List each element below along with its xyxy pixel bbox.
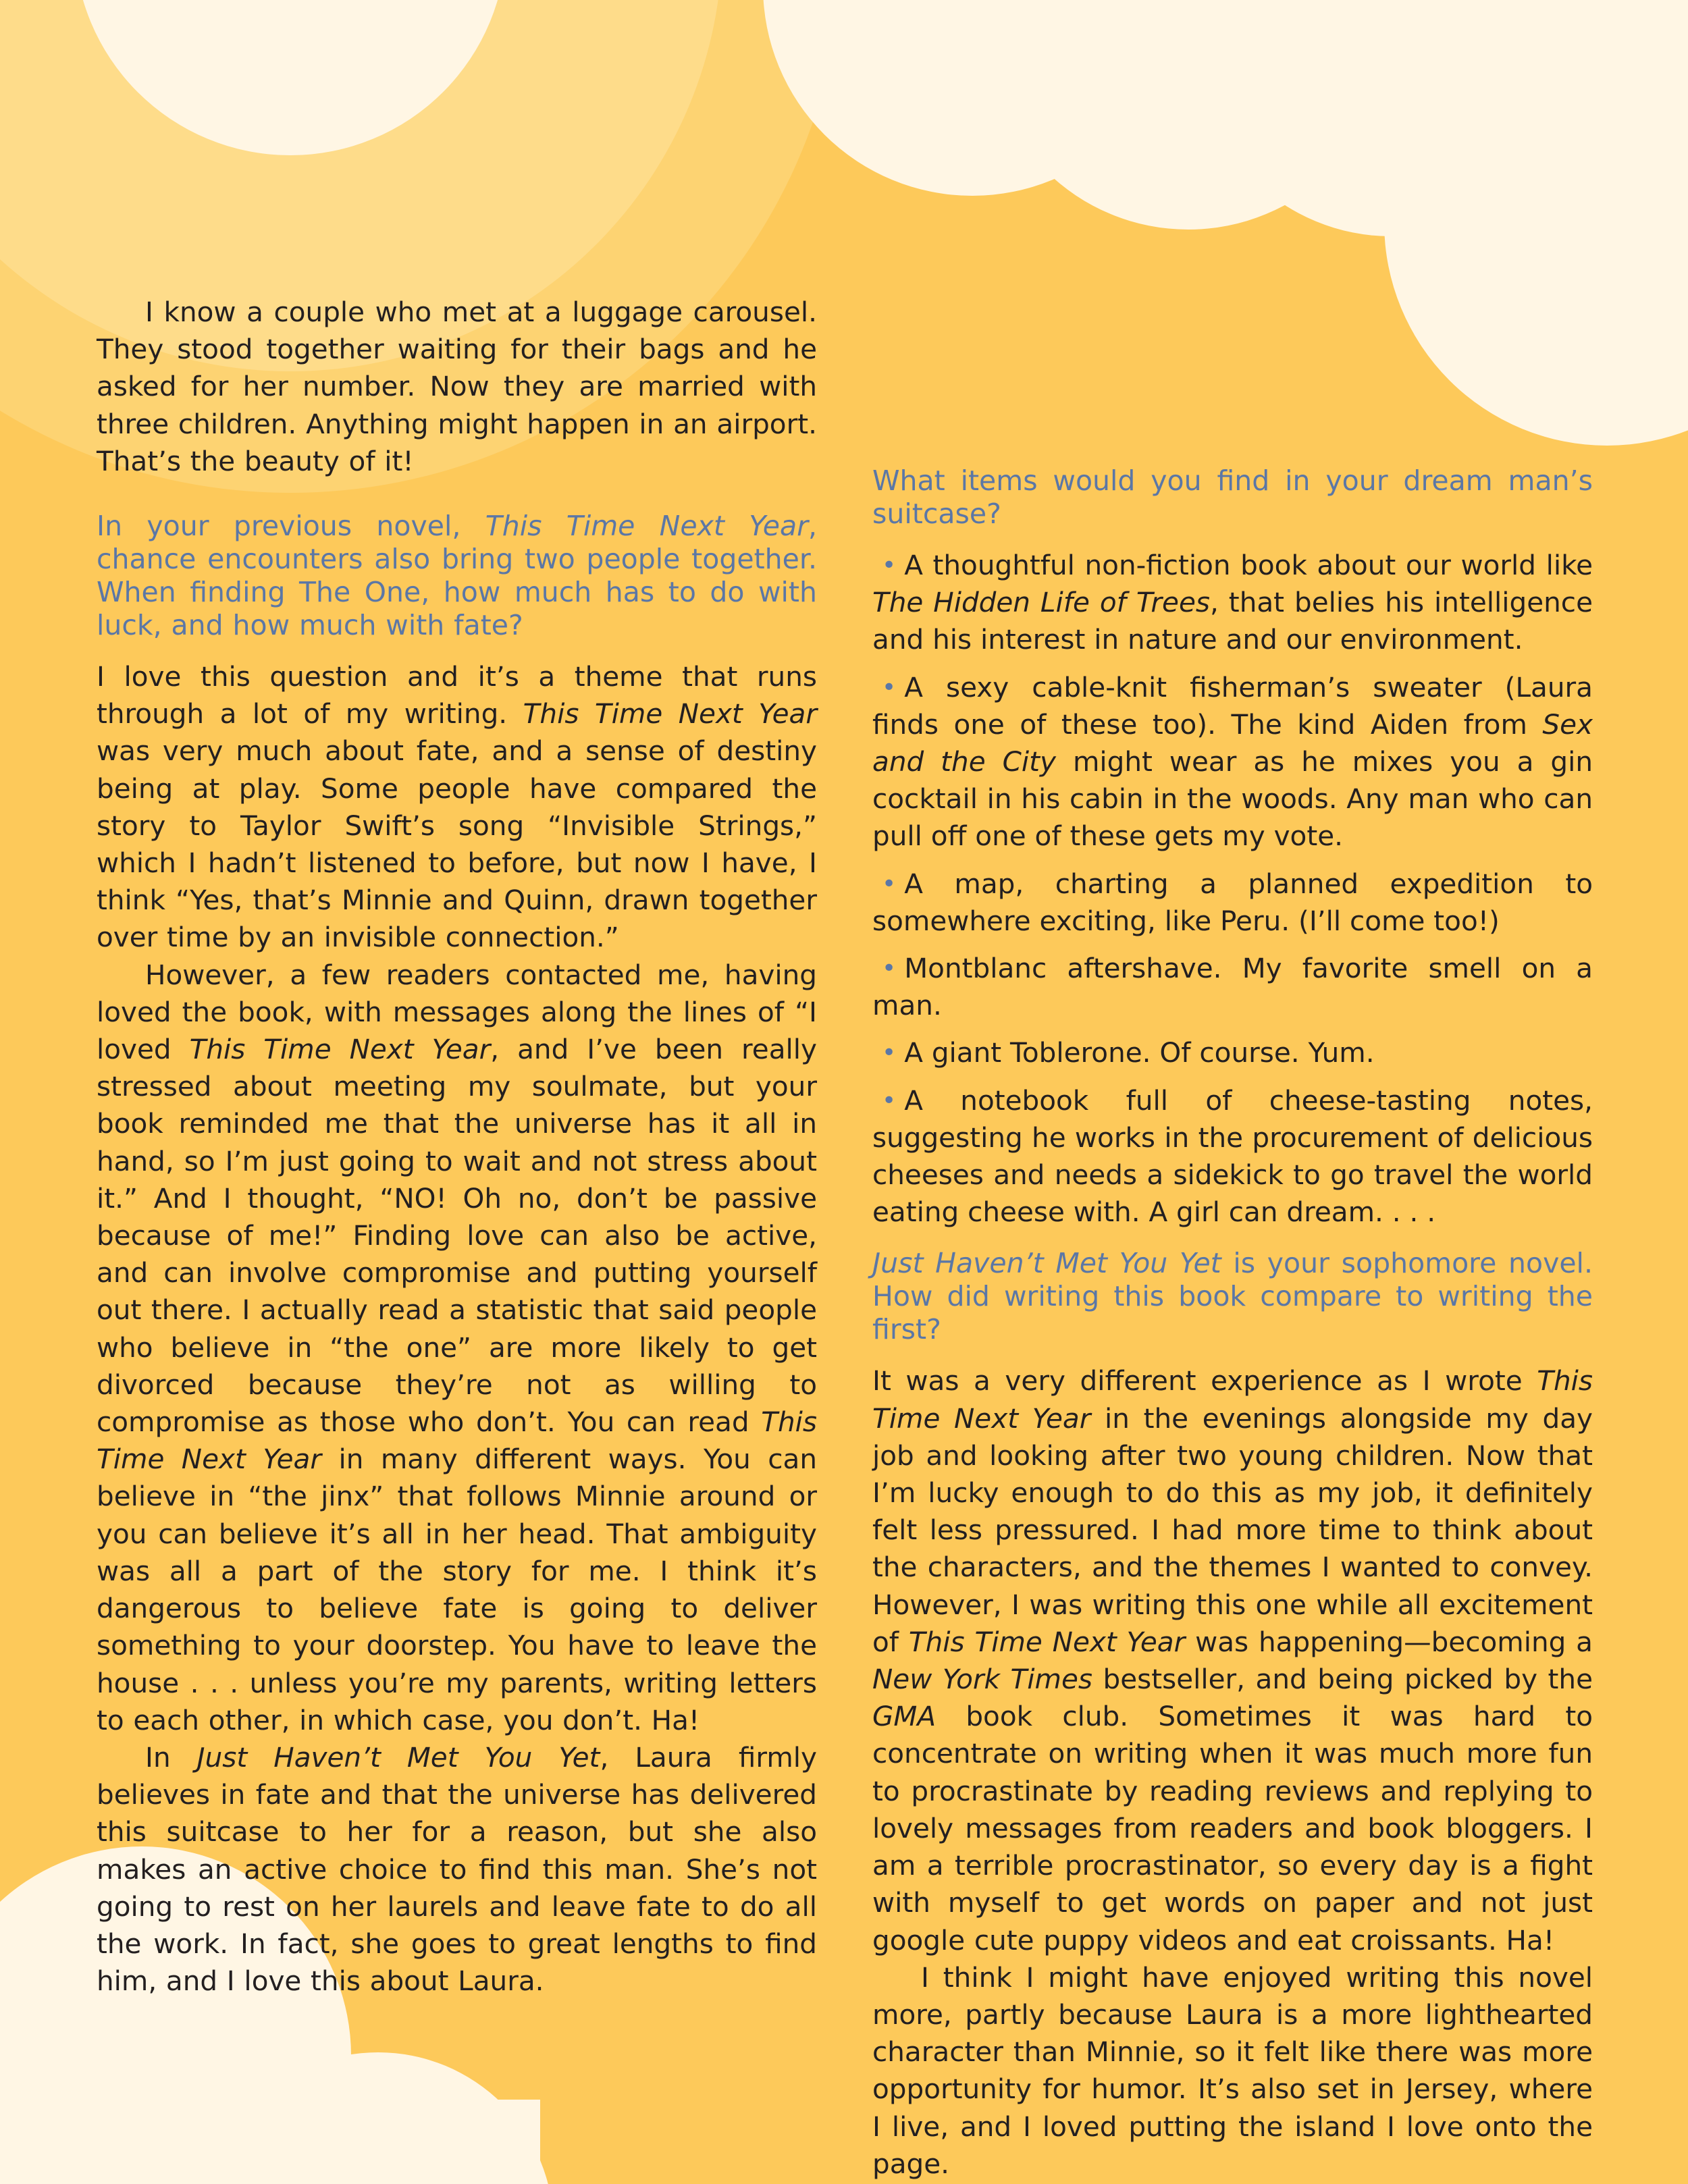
left-column [97,294,817,2000]
question-sophomore-novel: Just Haven’t Met You Yet is your sophomore novel. How did writing this book compare to writing the first? [872,1247,1593,1346]
question-luck-or-fate: In your previous novel, This Time Next Year, chance encounters also bring two people together. When finding The One, how much has to do with luck, and how much with fate? [97,510,818,642]
paragraph-enjoyed-writing: I think I might have enjoyed writing this novel more, partly because Laura is a more lighthearted character than Minnie, so it felt like there was more opportunity for humor. It’s also set in Jersey, where I live, and I loved putting the island I love onto the page. [872,1961,1593,2180]
right-column [872,464,1593,2183]
bullet-icon: • [882,673,897,701]
paragraph-love-this-question: I love this question and it’s a theme that runs through a lot of my writing. This Time Next Year was very much about fate, and a sense of destiny being at play. Some people have compared the story to Taylor Swift’s song “Invisible Strings,” which I hadn’t listened to before, but now I have, I think “Yes, that’s Minnie and Quinn, drawn together over time by an invisible connection.” [97,660,817,954]
paragraph-laura-believes: In Just Haven’t Met You Yet, Laura firmly believes in fate and that the universe has delivered this suitcase to her for a reason, but she also makes an active choice to find this man. She’s not going to rest on her laurels and leave fate to do all the work. In fact, she goes to great lengths to find him, and I love this about Laura. [97,1740,818,1998]
list-item: • A thoughtful non-fiction book about our world like The Hidden Life of Trees, that belies his intelligence and his interest in nature and our environment. [872,549,1593,656]
list-item: • A sexy cable-knit fisherman’s sweater (Laura finds one of these too). The kind Aiden from Sex and the City might wear as he mixes you a gin cocktail in his cabin in the woods. Any man who can pull off one of these gets my vote. [872,670,1593,853]
bullet-icon: • [882,955,897,983]
list-item: • A map, charting a planned expedition to somewhere exciting, like Peru. (I’ll come too!) [872,867,1593,937]
bullet-icon: • [882,1086,897,1115]
paragraph-luggage-carousel: I know a couple who met at a luggage carousel. They stood together waiting for their bags and he asked for her number. Now they are married with three children. Anything might happen in an airport. That’s the beauty of it! [97,296,817,477]
suitcase-items-list [872,547,1593,1231]
question-dream-suitcase: What items would you find in your dream man’s suitcase? [872,464,1593,530]
bullet-icon: • [882,870,897,898]
bullet-icon: • [882,552,897,579]
list-item: • A giant Toblerone. Of course. Yum. [882,1036,1375,1069]
paragraph-different-experience: It was a very different experience as I wrote This Time Next Year in the evenings alongside my day job and looking after two young children. Now that I’m lucky enough to do this as my job, it definitely felt less pressured. I had more time to think about the characters, and the themes I wanted to convey. However, I was writing this one while all excitement of This Time Next Year was happening—becoming a New York Times bestseller, and being picked by the GMA book club. Sometimes it was hard to concentrate on writing when it was much more fun to procrastinate by reading reviews and replying to lovely messages from readers and book bloggers. I am a terrible procrastinator, so every day is a fight with myself to get words on paper and not just google cute puppy videos and eat croissants. Ha! [872,1364,1593,1956]
list-item: • A notebook full of cheese-tasting notes, suggesting he works in the procurement of delicious cheeses and needs a sidekick to go travel the world eating cheese with. A girl can dream. . . . [872,1084,1593,1229]
paragraph-readers-contacted: However, a few readers contacted me, having loved the book, with messages along the lines of “I loved This Time Next Year, and I’ve been really stressed about meeting my soulmate, but your book reminded me that the universe has it all in hand, so I’m just going to wait and not stress about it.” And I thought, “NO! Oh no, don’t be passive because of me!” Finding love can also be active, and can involve compromise and putting yourself out there. I actually read a statistic that said people who believe in “the one” are more likely to get divorced because they’re not as willing to compromise as those who don’t. You can read This Time Next Year in many different ways. You can believe in “the jinx” that follows Minnie around or you can believe it’s all in her head. That ambiguity was all a part of the story for me. I think it’s dangerous to believe fate is going to deliver something to your doorstep. You have to leave the house . . . unless you’re my parents, writing letters to each other, in which case, you don’t. Ha! [97,958,817,1736]
list-item: • Montblanc aftershave. My favorite smell on a man. [872,952,1593,1022]
bullet-icon: • [882,1039,897,1067]
